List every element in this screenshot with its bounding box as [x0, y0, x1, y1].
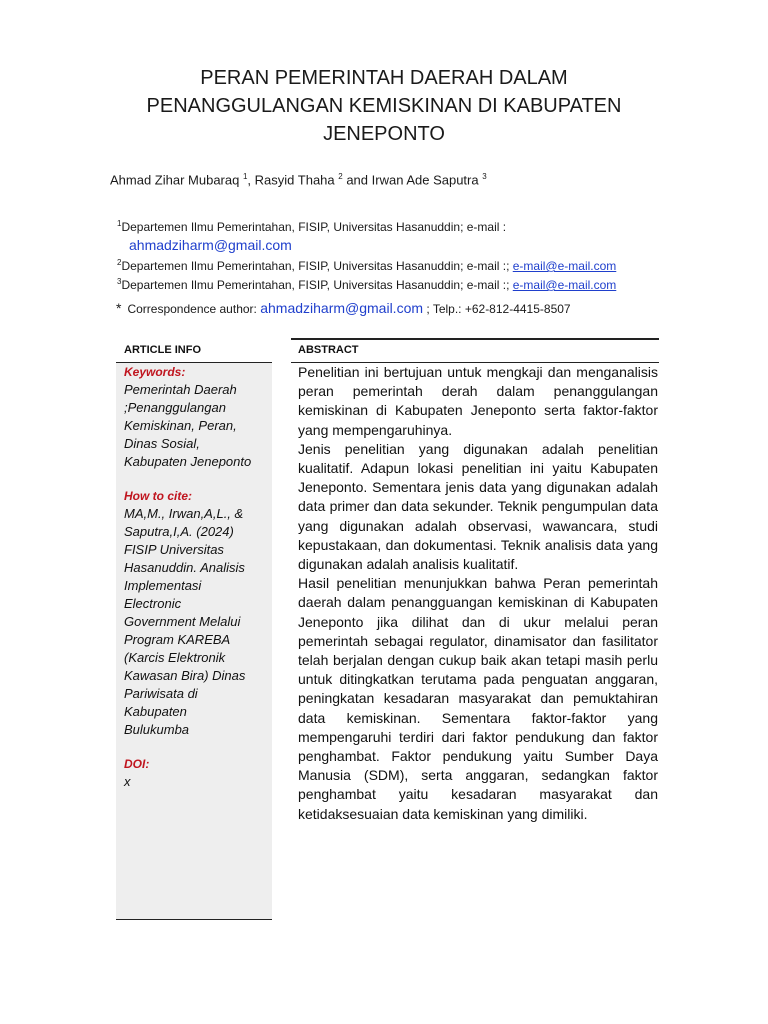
author-2-sup: 2	[338, 172, 343, 181]
cite-line: Kawasan Bira) Dinas	[124, 668, 246, 683]
cite-line: Program KAREBA	[124, 632, 231, 647]
affiliation-3-email-link[interactable]: e-mail@e-mail.com	[512, 278, 617, 292]
affiliation-1-email[interactable]: ahmadziharm@gmail.com	[129, 237, 292, 253]
cite-line: MA,M., Irwan,A,L., &	[124, 506, 244, 521]
cite-label: How to cite:	[124, 489, 192, 503]
affiliation-2: $^2$Departemen Ilmu Pemerintahan, FISIP, Universitas Hasanuddin; e-mail :; e-mail@e-mail.com	[117, 258, 617, 273]
cite-line: Kabupaten	[124, 704, 187, 719]
author-1-sup: 1	[242, 172, 248, 181]
author-list	[110, 172, 487, 187]
cite-line: Hasanuddin. Analisis	[124, 560, 245, 575]
author-sep-2: and	[342, 172, 372, 188]
cite-line: Electronic	[124, 596, 182, 611]
cite-line: (Karcis Elektronik	[124, 650, 226, 665]
doi-label: DOI:	[124, 757, 150, 771]
abstract-paragraph: Hasil penelitian menunjukkan bahwa Peran pemerintah daerah dalam penangguangan kemiskinan di Kabupaten Jeneponto jika dilihat dan di ukur melalui peran pemerintah sebagai regulator, dinamisator dan fasilitator telah berjalan dengan cukup baik akan tetapi masih perlu untuk ditingkatkan terutama pada penguatan anggaran, peningkatan kesadaran masyarakat dan pemuktahiran data kemiskinan. Sementara faktor-faktor yang mempengaruhi terdiri dari faktor pendukung dan faktor penghambat. Faktor pendukung yaitu Sumber Daya Manusia (SDM), serta anggaran, sedangkan faktor penghambat yaitu kesadaran masyarakat dan ketidaksesuaian data kemiskinan yang dimiliki.	[298, 575, 658, 822]
affiliation-3: $^3$Departemen Ilmu Pemerintahan, FISIP, Universitas Hasanuddin; e-mail :; e-mail@e-mail.com	[117, 277, 617, 292]
author-3-sup: 3	[482, 172, 487, 181]
correspondence-email[interactable]: ahmadziharm@gmail.com	[260, 300, 424, 316]
author-2: Rasyid Thaha	[254, 172, 335, 188]
article-info-content	[124, 363, 270, 791]
abstract-top-rule	[291, 338, 659, 340]
cite-line: Bulukumba	[124, 722, 190, 737]
cite-line: Government Melalui	[124, 614, 241, 629]
article-info-heading: ARTICLE INFO	[124, 344, 201, 356]
cite-line: Saputra,I,A. (2024)	[124, 524, 234, 539]
author-1: Ahmad Zihar Mubaraq	[110, 172, 240, 188]
asterisk-icon: *	[116, 300, 122, 316]
cite-line: FISIP Universitas	[124, 542, 224, 557]
cite-line: Implementasi	[124, 578, 202, 593]
author-3: Irwan Ade Saputra	[371, 172, 479, 188]
title-line-3: JENEPONTO	[323, 123, 445, 145]
abstract-paragraph: Jenis penelitian yang digunakan adalah penelitian kualitatif. Adapun lokasi penelitian ini yaitu Kabupaten Jeneponto. Sementara jenis data yang digunakan adalah data primer dan data sekunder. Teknik pengumpulan data yang digunakan adalah observasi, wawancara, studi kepustakaan, dan dokumentasi. Teknik analisis data yang digunakan adalah analisis kualitatif.	[298, 440, 658, 573]
correspondence-phone: ; Telp.: +62-812-4415-8507	[423, 302, 571, 316]
correspondence-label: Correspondence author:	[127, 302, 261, 316]
title-line-2: PENANGGULANGAN KEMISKINAN DI KABUPATEN	[146, 95, 622, 117]
affiliation-2-email-link[interactable]: e-mail@e-mail.com	[512, 259, 617, 273]
affiliation-1: $^1$Departemen Ilmu Pemerintahan, FISIP, Universitas Hasanuddin; e-mail : ahmadziharm@gmail.com	[117, 219, 507, 253]
article-info-bottom-rule	[116, 919, 272, 920]
keyword-line: Kabupaten Jeneponto	[124, 454, 252, 469]
doi-value: x	[124, 774, 131, 789]
paper-title	[0, 64, 768, 148]
author-sep-1: ,	[247, 172, 255, 188]
affiliation-list	[117, 216, 616, 293]
keyword-line: Dinas Sosial,	[124, 436, 200, 451]
correspondence-line	[116, 300, 571, 316]
keyword-line: ;Penanggulangan	[124, 400, 226, 415]
title-line-1: PERAN PEMERINTAH DAERAH DALAM	[200, 67, 568, 89]
keyword-line: Kemiskinan, Peran,	[124, 418, 237, 433]
abstract-body	[298, 363, 658, 824]
keyword-line: Pemerintah Daerah	[124, 382, 237, 397]
abstract-paragraph: Penelitian ini bertujuan untuk mengkaji dan menganalisis peran pemerintah derah dalam penanggulangan kemiskinan di Kabupaten Jeneponto serta faktor-faktor yang mempengaruhinya.	[298, 364, 658, 438]
abstract-heading: ABSTRACT	[298, 344, 359, 356]
cite-line: Pariwisata di	[124, 686, 198, 701]
keywords-label: Keywords:	[124, 365, 186, 379]
